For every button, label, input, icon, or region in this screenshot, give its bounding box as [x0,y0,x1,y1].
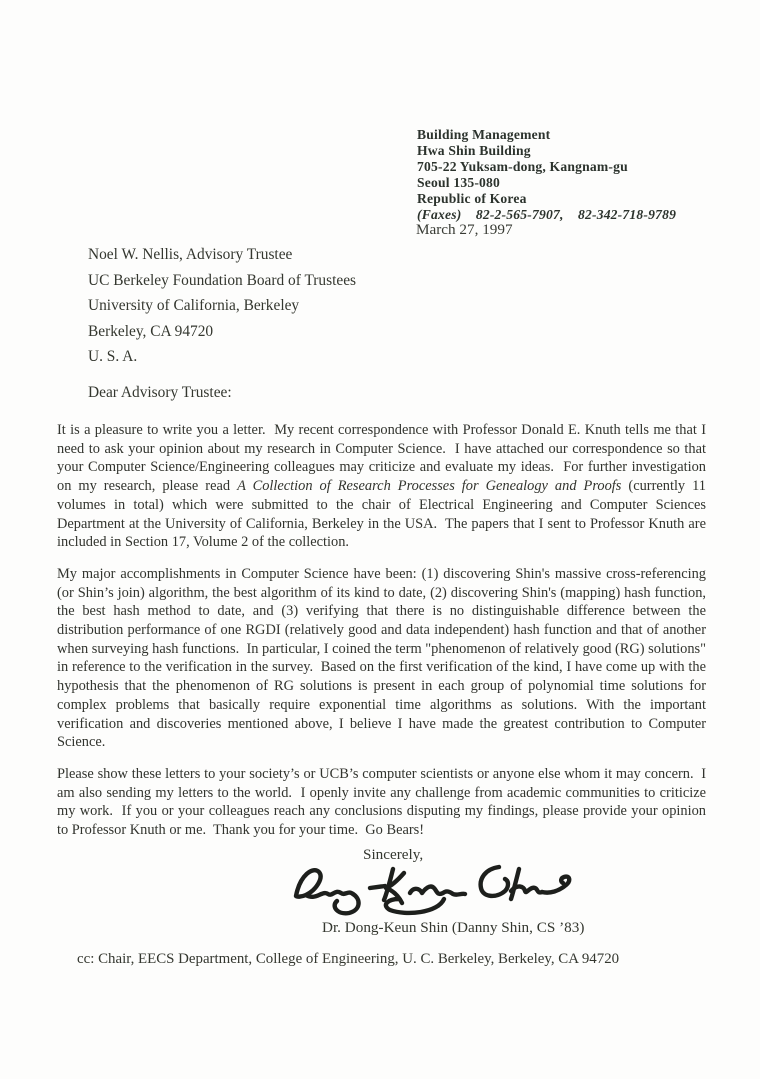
italic-collection-title: A Collection of Research Processes for Genealogy and Proofs [237,478,622,495]
recipient-address-block [88,242,356,370]
sender-line: Seoul 135-080 [417,174,501,190]
sender-address-block [417,127,676,222]
date-line: March 27, 1997 [416,221,513,238]
paragraph-text: Please show these letters to your society’s or UCB’s computer scientists or anyone else whom it may concern. I am also sending my letters to the world. I openly invite any challenge from academic communities to criticize my work. If you or your colleagues reach any conclusions disputing my findings, please provide your opinion to Professor Knuth or me. Thank you for your time. Go Bears! [57,765,710,839]
cc-line: cc: Chair, EECS Department, College of Engineering, U. C. Berkeley, Berkeley, CA 94720 [77,951,620,967]
handwritten-signature-icon [286,855,578,919]
paragraph-text: (currently 11 volumes in total) which were submitted to the chair of Electrical Engineering and Computer Sciences Department at the University of California, Berkeley in the USA. The papers that I sent to Professor Knuth are included in Section 17, Volume 2 of the collection. [57,478,710,551]
sender-line: Hwa Shin Building [417,142,531,158]
sender-line: Republic of Korea [417,190,527,206]
paragraph-3 [57,765,710,840]
recipient-line: UC Berkeley Foundation Board of Trustees [88,271,357,289]
sender-fax-line: (Faxes) 82-2-565-7907, 82-342-718-9789 [417,206,677,222]
paragraph-1 [57,421,710,552]
sender-line: 705-22 Yuksam-dong, Kangnam-gu [417,158,628,174]
paragraph-2 [57,565,710,752]
recipient-line: Noel W. Nellis, Advisory Trustee [88,246,293,263]
closing-sincerely: Sincerely, [363,846,424,863]
recipient-line: Berkeley, CA 94720 [88,322,214,340]
recipient-line: U. S. A. [88,348,138,366]
salutation: Dear Advisory Trustee: [88,384,232,401]
sender-line: Building Management [417,127,551,142]
paragraph-text: It is a pleasure to write you a letter. My recent correspondence with Professor Donald E. Knuth tells me that I need to ask your opinion about my research in Computer Science. I have attached our correspondence so that your Computer Science/Engineering colleagues may criticize and evaluate my ideas. For further investigation on my research, please read [57,422,710,495]
signature-name: Dr. Dong-Keun Shin (Danny Shin, CS ’83) [322,919,585,936]
recipient-line: University of California, Berkeley [88,297,300,315]
letter-body [57,421,710,840]
paragraph-text: My major accomplishments in Computer Science have been: (1) discovering Shin's massive cross-referencing (or Shin’s join) algorithm, the best algorithm of its kind to date, (2) discovering Shin's (mapping) hash function, the best hash method to date, and (3) verifying that there is no distinguishable difference between the distribution performance of one RGDI (relatively good and data independent) hash function and that of another when surveying hash functions. In particular, I coined the term "phenomenon of relatively good (RG) solutions" in reference to the verification in the survey. Based on the first verification of the kind, I have come up with the hypothesis that the phenomenon of RG solutions is present in each group of polynomial time solutions for complex problems that basically require exponential time algorithms as solutions. With the important verification and discoveries mentioned above, I believe I have made the greatest contribution to Computer Science. [57,565,710,751]
